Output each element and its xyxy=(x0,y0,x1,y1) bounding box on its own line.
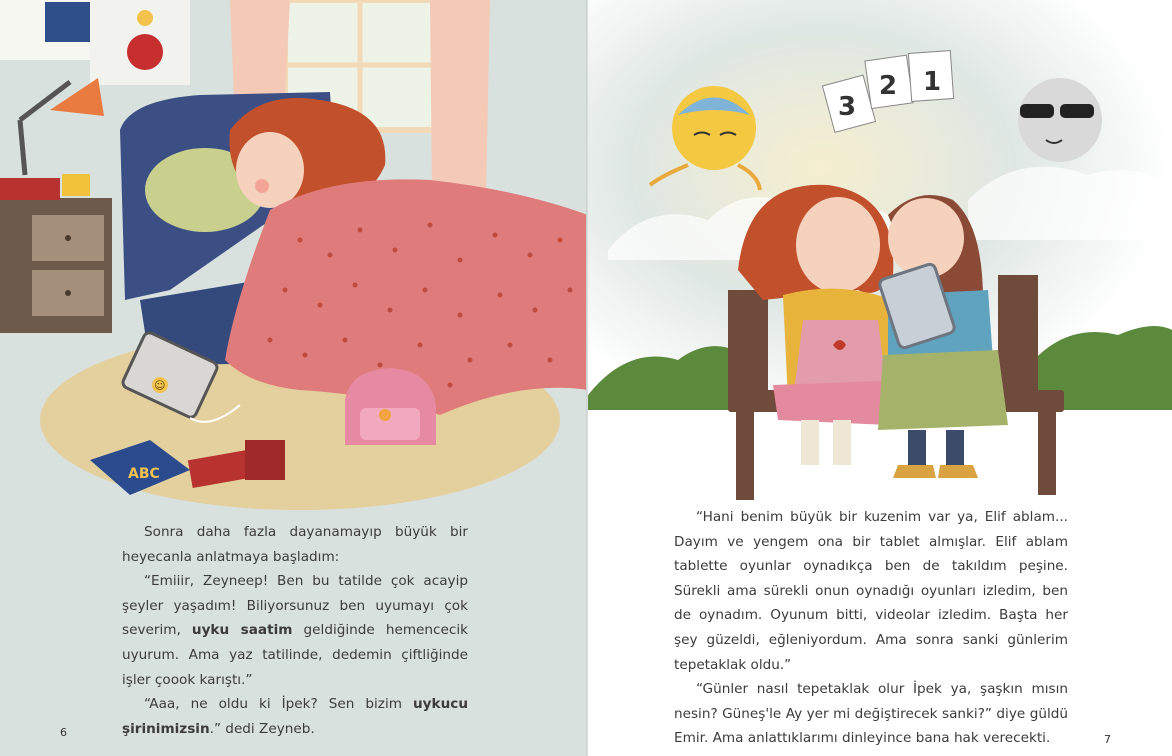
sun-drawing-icon xyxy=(137,10,153,26)
moon-character-icon xyxy=(1018,78,1102,162)
paragraph: Sonra daha fazla dayanamayıp büyük bir heyecanla anlatmaya başladım: xyxy=(122,524,468,565)
calendar-number: 3 xyxy=(838,92,857,122)
page-number-left: 6 xyxy=(60,726,67,739)
curtain-right xyxy=(430,0,490,195)
sunglasses-icon xyxy=(1020,104,1054,118)
emphasized-text: uykucu şirinimizsin xyxy=(122,696,468,737)
pencil-cup xyxy=(62,174,90,196)
bench-illustration xyxy=(588,0,1172,500)
paragraph: “Hani benim büyük bir kuzenim var ya, Elif ablam... Dayım ve yengem ona bir tablet almışlar. Elif ablam tablette oyunlar oynadıkça ben de takıldım peşine. Sürekli ama sürekli onun oynadığı oyunları izledim, ben de oynadım. Oyunum bitti, videolar izledim. Başta her şey güzeldi, eğleniyordum. Ama sonra sanki günlerim tepetaklak oldu.” xyxy=(674,509,1068,673)
cloud xyxy=(968,167,1172,240)
apple-icon xyxy=(127,34,163,70)
right-page xyxy=(588,0,1172,756)
pink-backpack xyxy=(345,368,436,445)
paragraph: “Günler nasıl tepetaklak olur İpek ya, şaşkın mısın nesin? Güneş'le Ay yer mi değiştirecek sanki?” diye güldü Emir. Ama anlattıklarımı dinleyince bana hak verecekti. xyxy=(674,681,1068,747)
emphasized-text: uyku saatim xyxy=(191,622,293,639)
left-page-text xyxy=(122,520,468,741)
paragraph: “Aaa, ne oldu ki İpek? Sen bizim uykucu şirinimizsin.” dedi Zeyneb. xyxy=(122,696,468,737)
calendar-number: 2 xyxy=(879,71,898,101)
books-on-nightstand xyxy=(0,178,60,200)
page-number-right: 7 xyxy=(1104,733,1111,746)
calendar-number: 1 xyxy=(923,67,942,97)
bedroom-illustration xyxy=(0,0,588,510)
book-abc-letters: ABC xyxy=(128,466,160,482)
paragraph: “Emiiir, Zeyneep! Ben bu tatilde çok acayip şeyler yaşadım! Biliyorsunuz ben uyumayı çok severim, uyku saatim geldiğinde hemencecik uyurum. Ama yaz tatilinde, dedemin çiftliğinde işler çoook karıştı.” xyxy=(122,573,468,688)
right-page-text xyxy=(674,505,1068,751)
tablet-sticker: ☺ xyxy=(154,379,166,392)
